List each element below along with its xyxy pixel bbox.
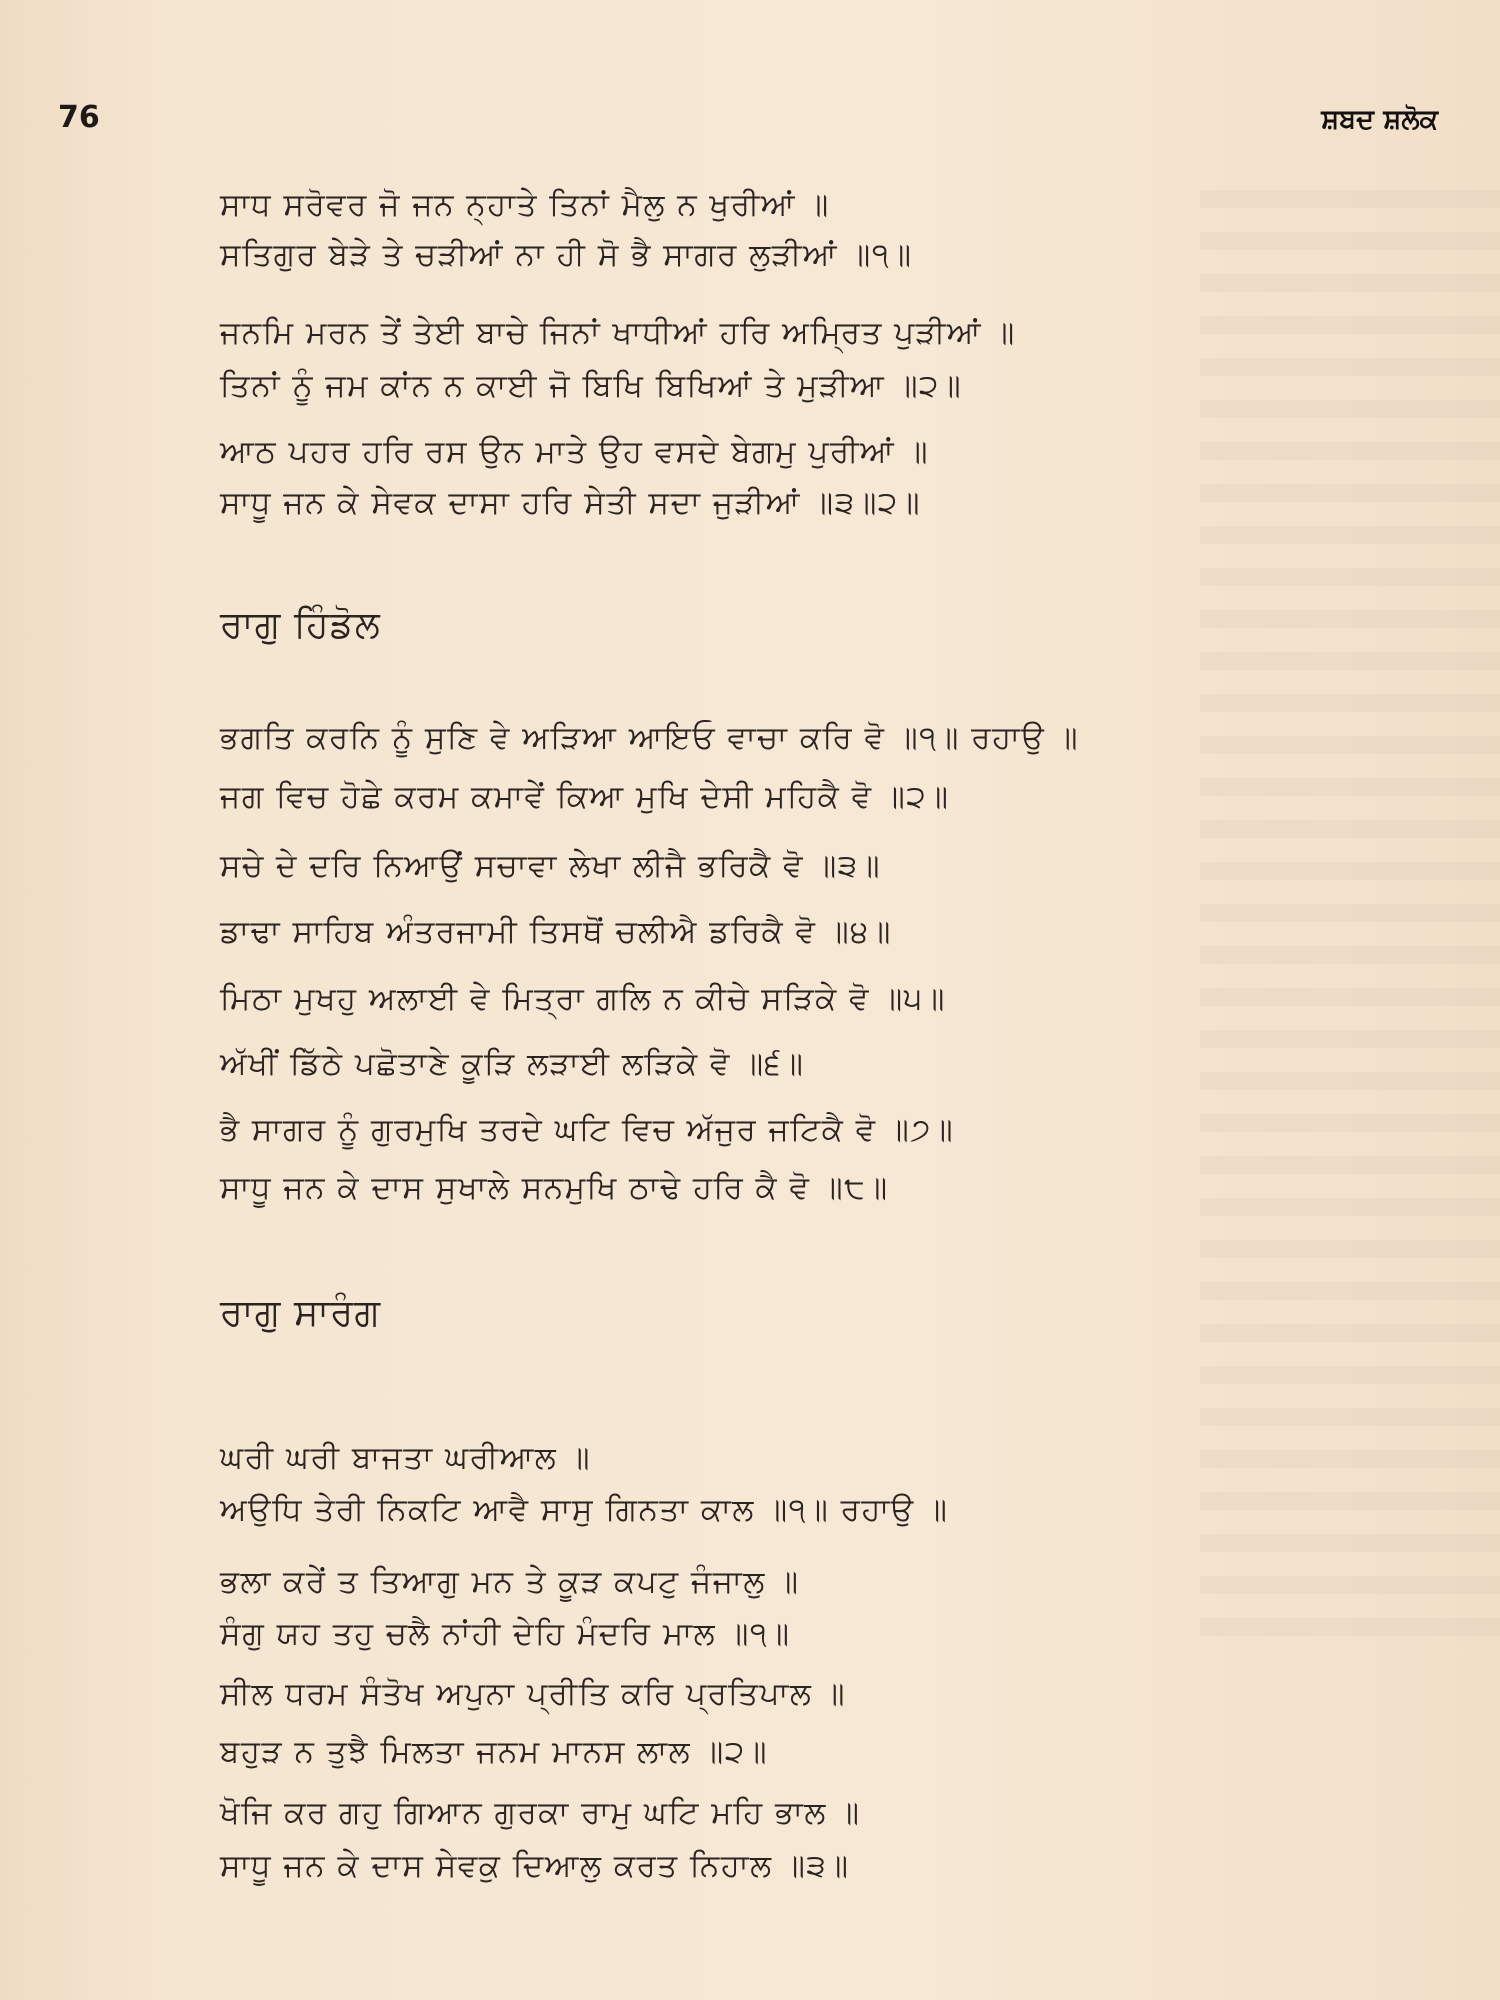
verse-line: ਸਚੇ ਦੇ ਦਰਿ ਨਿਆਉਂ ਸਚਾਵਾ ਲੇਖਾ ਲੀਜੈ ਭਰਿਕੈ ਵੋ ॥੩॥ bbox=[220, 848, 881, 884]
verse-line: ਸਾਧੂ ਜਨ ਕੇ ਦਾਸ ਸੇਵਕੁ ਦਿਆਲੁ ਕਰਤ ਨਿਹਾਲ ॥੩॥ bbox=[220, 1848, 850, 1884]
verse-line: ਸੀਲ ਧਰਮ ਸੰਤੋਖ ਅਪੁਨਾ ਪ੍ਰੀਤਿ ਕਰਿ ਪ੍ਰਤਿਪਾਲ ॥ bbox=[220, 1676, 847, 1712]
verse-line: ਘਰੀ ਘਰੀ ਬਾਜਤਾ ਘਰੀਆਲ ॥ bbox=[220, 1440, 591, 1476]
verse-line: ਭਗਤਿ ਕਰਨਿ ਨੂੰ ਸੁਣਿ ਵੇ ਅੜਿਆ ਆਇਓ ਵਾਚਾ ਕਰਿ ਵੋ ॥੧॥ ਰਹਾਉ ॥ bbox=[220, 720, 1080, 756]
section-heading: ਰਾਗੁ ਹਿੰਡੋਲ bbox=[220, 603, 381, 646]
verse-line: ਆਠ ਪਹਰ ਹਰਿ ਰਸ ਉਨ ਮਾਤੇ ਉਹ ਵਸਦੇ ਬੇਗਮੁ ਪੁਰੀਆਂ ॥ bbox=[220, 434, 929, 470]
page-number: 76 bbox=[58, 100, 100, 135]
section-heading: ਰਾਗੁ ਸਾਰੰਗ bbox=[220, 1291, 381, 1334]
verse-line: ਸਾਧ ਸਰੋਵਰ ਜੋ ਜਨ ਨ੍ਹਾਤੇ ਤਿਨਾਂ ਮੈਲੁ ਨ ਖੁਰੀਆਂ ॥ bbox=[220, 187, 830, 223]
verse-line: ਸਾਧੂ ਜਨ ਕੇ ਸੇਵਕ ਦਾਸਾ ਹਰਿ ਸੇਤੀ ਸਦਾ ਜੁੜੀਆਂ ॥੩॥੨॥ bbox=[220, 485, 922, 521]
verse-line: ਜਨਮਿ ਮਰਨ ਤੇਂ ਤੇਈ ਬਾਚੇ ਜਿਨਾਂ ਖਾਧੀਆਂ ਹਰਿ ਅਮ੍ਰਿਤ ਪੁੜੀਆਂ ॥ bbox=[220, 315, 1016, 351]
running-header: ਸ਼ਬਦ ਸ਼ਲੋਕ bbox=[1321, 104, 1438, 135]
verse-line: ਮਿਠਾ ਮੁਖਹੁ ਅਲਾਈ ਵੇ ਮਿਤ੍ਰਾ ਗਲਿ ਨ ਕੀਚੇ ਸੜਿਕੇ ਵੋ ॥੫॥ bbox=[220, 981, 946, 1017]
verse-line: ਤਿਨਾਂ ਨੂੰ ਜਮ ਕਾਂਨ ਨ ਕਾਈ ਜੋ ਬਿਖਿ ਬਿਖਿਆਂ ਤੇ ਮੁੜੀਆ ॥੨॥ bbox=[220, 368, 963, 404]
show-through-text bbox=[1200, 190, 1500, 1640]
verse-line: ਬਹੁੜ ਨ ਤੁਝੈ ਮਿਲਤਾ ਜਨਮ ਮਾਨਸ ਲਾਲ ॥੨॥ bbox=[220, 1734, 769, 1770]
verse-line: ਭਲਾ ਕਰੇਂ ਤ ਤਿਆਗੁ ਮਨ ਤੇ ਕੂੜ ਕਪਟੁ ਜੰਜਾਲੁ ॥ bbox=[220, 1564, 800, 1600]
verse-line: ਜਗ ਵਿਚ ਹੋਛੇ ਕਰਮ ਕਮਾਵੇਂ ਕਿਆ ਮੁਖਿ ਦੇਸੀ ਮਹਿਕੈ ਵੋ ॥੨॥ bbox=[220, 779, 950, 815]
verse-line: ਸਤਿਗੁਰ ਬੇੜੇ ਤੇ ਚੜੀਆਂ ਨਾ ਹੀ ਸੋ ਭੈ ਸਾਗਰ ਲੁੜੀਆਂ ॥੧॥ bbox=[220, 237, 913, 273]
verse-line: ਸੰਗੁ ਯਹ ਤਹੁ ਚਲੈ ਨਾਂਹੀ ਦੇਹਿ ਮੰਦਰਿ ਮਾਲ ॥੧॥ bbox=[220, 1616, 791, 1652]
verse-line: ਡਾਢਾ ਸਾਹਿਬ ਅੰਤਰਜਾਮੀ ਤਿਸਥੋਂ ਚਲੀਐ ਡਰਿਕੈ ਵੋ ॥੪॥ bbox=[220, 914, 892, 950]
verse-line: ਅੱਖੀਂ ਡਿੱਠੇ ਪਛੋਤਾਣੇ ਕੂੜਿ ਲੜਾਈ ਲੜਿਕੇ ਵੋ ॥੬॥ bbox=[220, 1046, 805, 1082]
verse-line: ਖੋਜਿ ਕਰ ਗਹੁ ਗਿਆਨ ਗੁਰਕਾ ਰਾਮੁ ਘਟਿ ਮਹਿ ਭਾਲ ॥ bbox=[220, 1795, 861, 1831]
verse-line: ਅਉਧਿ ਤੇਰੀ ਨਿਕਟਿ ਆਵੈ ਸਾਸੁ ਗਿਨਤਾ ਕਾਲ ॥੧॥ ਰਹਾਉ ॥ bbox=[220, 1492, 949, 1528]
verse-line: ਸਾਧੂ ਜਨ ਕੇ ਦਾਸ ਸੁਖਾਲੇ ਸਨਮੁਖਿ ਠਾਢੇ ਹਰਿ ਕੈ ਵੋ ॥੮॥ bbox=[220, 1170, 889, 1206]
verse-line: ਭੈ ਸਾਗਰ ਨੂੰ ਗੁਰਮੁਖਿ ਤਰਦੇ ਘਟਿ ਵਿਚ ਅੱਜੁਰ ਜਟਿਕੈ ਵੋ ॥੭॥ bbox=[220, 1112, 955, 1148]
